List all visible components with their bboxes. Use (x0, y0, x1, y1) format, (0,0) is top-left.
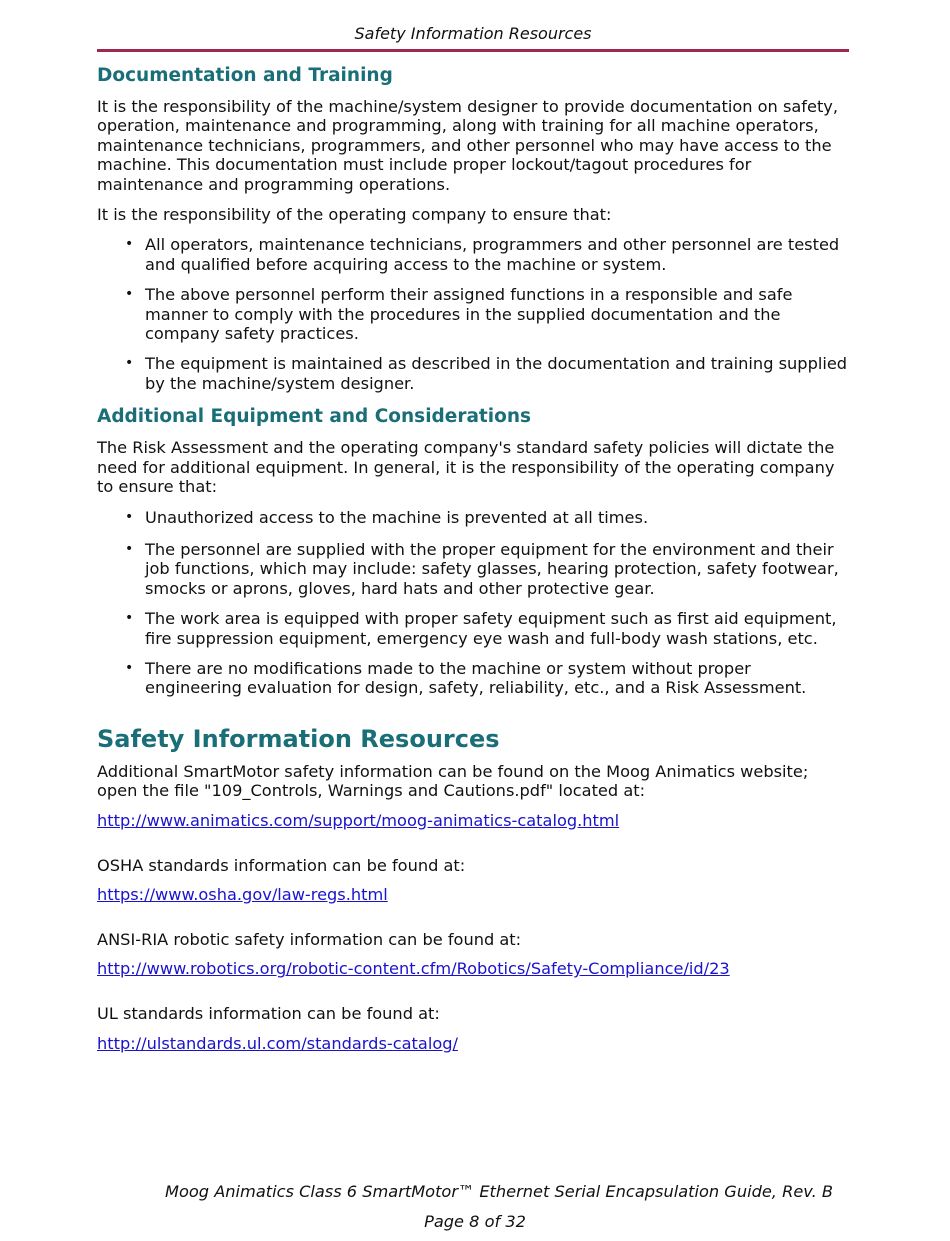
safety-resources-heading: Safety Information Resources (97, 724, 500, 753)
running-header: Safety Information Resources (354, 24, 592, 43)
list-item: • The personnel are supplied with the proper equipment for the environment and their job functions, which may include: safety glasses, hearing protection, safety footwear, smocks or aprons, gloves, hard hats and other protective gear. (125, 539, 839, 598)
list-item: • The work area is equipped with proper safety equipment such as first aid equipment, fire suppression equipment, emergency eye wash and full-body wash stations, etc. (125, 609, 837, 648)
bullet-icon: • (125, 659, 134, 676)
list-item: • There are no modifications made to the machine or system without proper engineering evaluation for design, safety, reliability, etc., and a Risk Assessment. (125, 658, 807, 698)
documentation-paragraph: It is the responsibility of the machine/system designer to provide documentation on safety, operation, maintenance and programming, along with training for all machine operators, maintenance technicians, programmers, and other personnel who may have access to the machine. This documentation must include proper lockout/tagout procedures for maintenance and programming operations. (97, 97, 839, 194)
additional-equipment-heading: Additional Equipment and Considerations (97, 406, 532, 428)
documentation-training-heading: Documentation and Training (97, 65, 393, 86)
footer-page-number: Page 8 of 32 (424, 1212, 526, 1231)
list-item: • Unauthorized access to the machine is prevented at all times. (125, 507, 649, 527)
bullet-icon: • (125, 236, 134, 253)
footer-document-title: Moog Animatics Class 6 SmartMotor™ Ethernet Serial Encapsulation Guide, Rev. B (165, 1182, 833, 1201)
robotics-link[interactable]: http://www.robotics.org/robotic-content.cfm/Robotics/Safety-Compliance/id/23 (97, 959, 730, 979)
osha-text: OSHA standards information can be found at: (97, 855, 466, 875)
operating-company-list (97, 235, 849, 393)
header-rule (97, 49, 849, 52)
bullet-icon: • (125, 610, 134, 627)
bullet-icon: • (125, 286, 134, 303)
equipment-list (97, 508, 849, 698)
osha-link[interactable]: https://www.osha.gov/law-regs.html (97, 884, 388, 904)
ul-standards-link[interactable]: http://ulstandards.ul.com/standards-catalog/ (97, 1033, 458, 1053)
list-item: • All operators, maintenance technicians, programmers and other personnel are tested and qualified before acquiring access to the machine or system. (125, 235, 840, 274)
animatics-catalog-link[interactable]: http://www.animatics.com/support/moog-animatics-catalog.html (97, 810, 620, 830)
list-item: • The equipment is maintained as described in the documentation and training supplied by the machine/system designer. (125, 354, 848, 393)
bullet-icon: • (125, 540, 134, 557)
page-content (97, 64, 849, 1054)
ul-text: UL standards information can be found at: (97, 1004, 440, 1024)
resources-intro: Additional SmartMotor safety information can be found on the Moog Animatics website; open the file "109_Controls, Warnings and Cautions.pdf" located at: (97, 761, 809, 801)
list-item: • The above personnel perform their assigned functions in a responsible and safe manner to comply with the procedures in the supplied documentation and the company safety practices. (125, 285, 793, 344)
equipment-paragraph: The Risk Assessment and the operating company's standard safety policies will dictate the need for additional equipment. In general, it is the responsibility of the operating company to ensure that: (97, 438, 835, 497)
bullet-icon: • (125, 355, 134, 372)
ansi-text: ANSI-RIA robotic safety information can be found at: (97, 929, 522, 949)
operating-company-intro: It is the responsibility of the operating company to ensure that: (97, 205, 612, 225)
bullet-icon: • (125, 508, 134, 525)
